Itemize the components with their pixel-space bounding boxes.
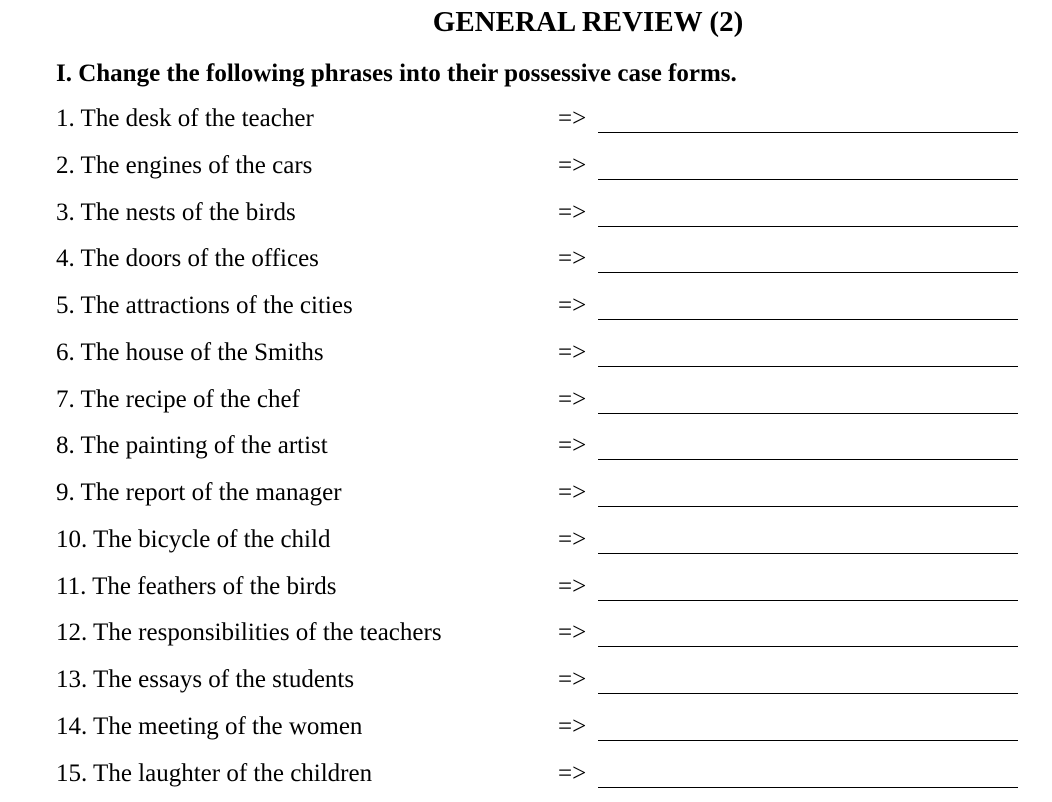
exercise-phrase: 13. The essays of the students — [56, 664, 354, 696]
exercise-phrase: 2. The engines of the cars — [56, 150, 312, 182]
exercise-instruction: I. Change the following phrases into their possessive case forms. — [56, 58, 737, 90]
exercise-item — [0, 195, 1052, 242]
arrow-symbol: => — [558, 150, 586, 182]
exercise-phrase: 8. The painting of the artist — [56, 430, 328, 462]
answer-blank[interactable] — [598, 553, 1018, 554]
exercise-phrase: 1. The desk of the teacher — [56, 103, 314, 135]
answer-blank[interactable] — [598, 366, 1018, 367]
answer-blank[interactable] — [598, 413, 1018, 414]
answer-blank[interactable] — [598, 459, 1018, 460]
exercise-item — [0, 335, 1052, 382]
exercise-phrase: 7. The recipe of the chef — [56, 384, 300, 416]
exercise-phrase: 3. The nests of the birds — [56, 197, 296, 229]
exercise-item — [0, 662, 1052, 709]
arrow-symbol: => — [558, 477, 586, 509]
arrow-symbol: => — [558, 243, 586, 275]
arrow-symbol: => — [558, 664, 586, 696]
exercise-item — [0, 148, 1052, 195]
exercise-item — [0, 475, 1052, 522]
exercise-phrase: 6. The house of the Smiths — [56, 337, 324, 369]
exercise-item — [0, 569, 1052, 616]
exercise-phrase: 4. The doors of the offices — [56, 243, 319, 275]
worksheet-title: GENERAL REVIEW (2) — [0, 4, 1052, 40]
exercise-item — [0, 101, 1052, 148]
arrow-symbol: => — [558, 571, 586, 603]
exercise-item — [0, 288, 1052, 335]
answer-blank[interactable] — [598, 646, 1018, 647]
answer-blank[interactable] — [598, 787, 1018, 788]
exercise-item — [0, 382, 1052, 429]
exercise-phrase: 10. The bicycle of the child — [56, 524, 330, 556]
exercise-item — [0, 709, 1052, 756]
arrow-symbol: => — [558, 430, 586, 462]
exercise-phrase: 5. The attractions of the cities — [56, 290, 353, 322]
answer-blank[interactable] — [598, 740, 1018, 741]
exercise-item — [0, 522, 1052, 569]
arrow-symbol: => — [558, 337, 586, 369]
arrow-symbol: => — [558, 758, 586, 790]
arrow-symbol: => — [558, 290, 586, 322]
answer-blank[interactable] — [598, 319, 1018, 320]
exercise-phrase: 9. The report of the manager — [56, 477, 342, 509]
answer-blank[interactable] — [598, 600, 1018, 601]
arrow-symbol: => — [558, 384, 586, 416]
exercise-item — [0, 241, 1052, 288]
exercise-phrase: 15. The laughter of the children — [56, 758, 372, 790]
answer-blank[interactable] — [598, 179, 1018, 180]
arrow-symbol: => — [558, 524, 586, 556]
arrow-symbol: => — [558, 711, 586, 743]
exercise-phrase: 12. The responsibilities of the teachers — [56, 617, 442, 649]
exercise-item — [0, 428, 1052, 475]
exercise-phrase: 11. The feathers of the birds — [56, 571, 336, 603]
answer-blank[interactable] — [598, 272, 1018, 273]
answer-blank[interactable] — [598, 506, 1018, 507]
exercise-list — [0, 101, 1052, 802]
exercise-item — [0, 756, 1052, 802]
arrow-symbol: => — [558, 617, 586, 649]
exercise-phrase: 14. The meeting of the women — [56, 711, 362, 743]
answer-blank[interactable] — [598, 226, 1018, 227]
arrow-symbol: => — [558, 103, 586, 135]
arrow-symbol: => — [558, 197, 586, 229]
exercise-item — [0, 615, 1052, 662]
answer-blank[interactable] — [598, 693, 1018, 694]
answer-blank[interactable] — [598, 132, 1018, 133]
